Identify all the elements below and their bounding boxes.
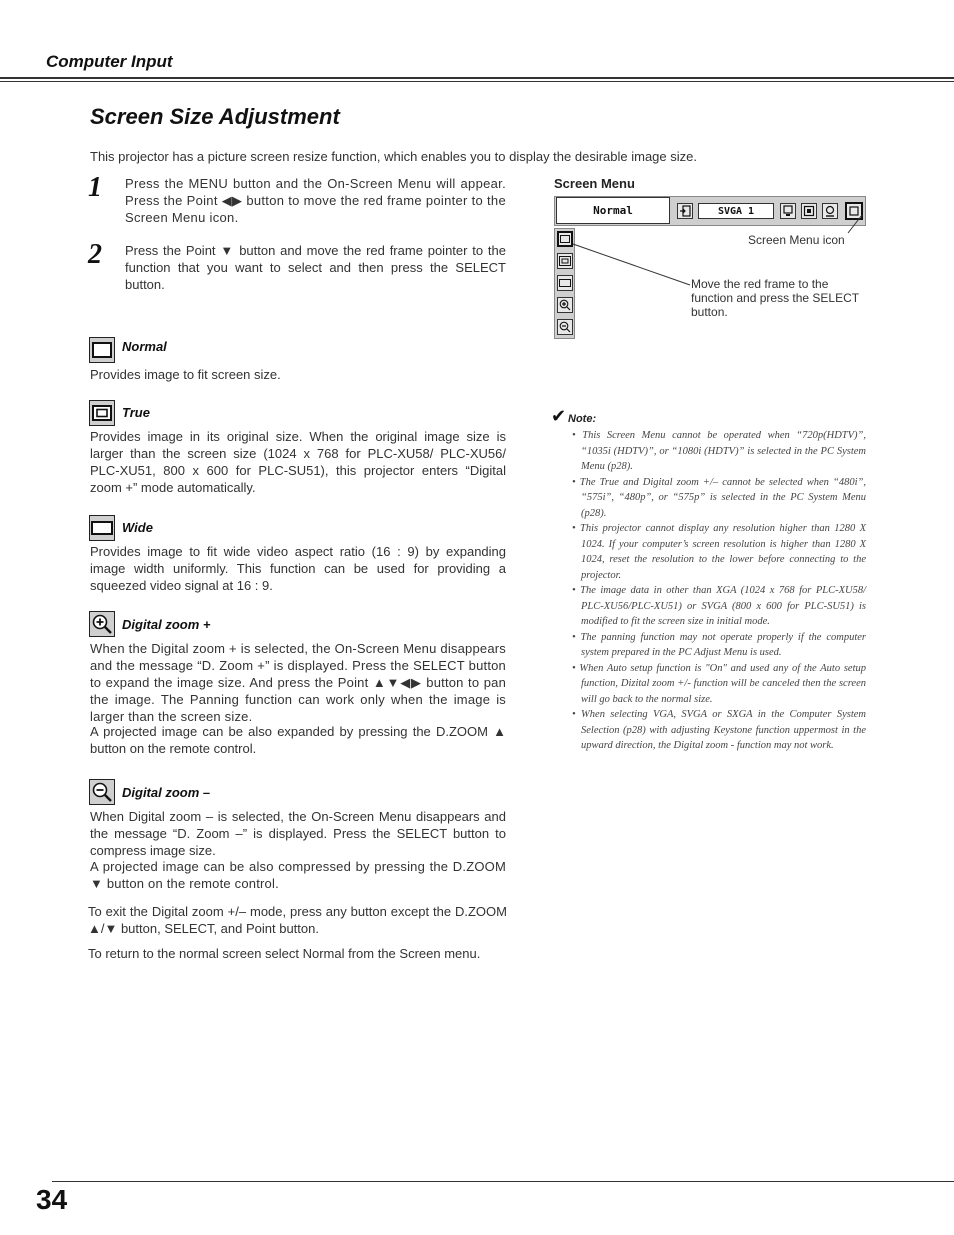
- zoom-in-text-2: A projected image can be also expanded by pressing the D.ZOOM ▲ button on the remote control.: [90, 724, 506, 756]
- page-title: Screen Size Adjustment: [90, 104, 340, 129]
- true-title: True: [122, 405, 150, 420]
- callout-red-frame: Move the red frame to the function and press the SELECT button.: [691, 277, 859, 319]
- zoom-in-text-1: When the Digital zoom + is selected, the On-Screen Menu disappears and the message “D. Zoom +” is displayed. Press the SELECT button to expand the image size. And press the Point ▲▼◀▶ button to pan the image. The Panning function can work only when the image is larger than the screen size.: [90, 641, 506, 724]
- zoom-out-text-2: A projected image can be also compressed by pressing the D.ZOOM ▼ button on the remote control.: [90, 859, 506, 891]
- menu-svga-field[interactable]: SVGA 1: [698, 203, 774, 219]
- step-number-2: 2: [88, 239, 102, 270]
- return-normal-text: To return to the normal screen select Normal from the Screen menu.: [88, 946, 481, 961]
- zoom-in-icon: [89, 611, 115, 637]
- true-text: Provides image in its original size. When the original image size is larger than the screen size (1024 x 768 for PLC-XU58/ PLC-XU56/ PLC-XU51, 800 x 600 for PLC-SU51), this projector enters “Digital zoom +” mode automatically.: [90, 429, 506, 495]
- normal-title: Normal: [122, 339, 167, 354]
- exit-zoom-text: To exit the Digital zoom +/– mode, press any button except the D.ZOOM ▲/▼ button, SELECT, and Point button.: [88, 904, 507, 936]
- note-item: • When Auto setup function is "On" and used any of the Auto setup function, Dizital zoom +/- function will be canceled then the screen will go back to the normal size.: [572, 662, 866, 705]
- wide-icon: [89, 515, 115, 541]
- normal-icon: [89, 337, 115, 363]
- note-title: Note:: [568, 413, 597, 425]
- note-item: • This Screen Menu cannot be operated when “720p(HDTV)”, “1035i (HDTV)”, or “1080i (HDTV)” is selected in the PC System Menu (p28).: [572, 430, 866, 472]
- step-text-2: Press the Point ▼ button and move the red frame pointer to the function that you want to select and then press the SELECT button.: [125, 243, 506, 292]
- check-icon: ✔: [551, 406, 567, 426]
- wide-text: Provides image to fit wide video aspect ratio (16 : 9) by expanding image width uniformly. This function can be used for providing a squeezed video signal at 16 : 9.: [90, 544, 506, 593]
- normal-text: Provides image to fit screen size.: [90, 367, 281, 382]
- screen-menu-label: Screen Menu: [554, 176, 635, 191]
- zoom-out-text-1: When Digital zoom – is selected, the On-Screen Menu disappears and the message “D. Zoom –” is displayed. Press the SELECT button to compress image size.: [90, 809, 506, 858]
- wide-title: Wide: [122, 520, 153, 535]
- menu-normal-field[interactable]: Normal: [556, 197, 670, 224]
- note-list: [568, 428, 866, 754]
- step-number-1: 1: [88, 172, 102, 203]
- note-item: • This projector cannot display any resolution higher than 1280 X 1024. If your computer’s screen resolution is higher than 1280 X 1024, reset the resolution to the lower before connecting to the projector.: [572, 523, 866, 581]
- callout-screen-menu-icon: Screen Menu icon: [748, 233, 845, 247]
- note-item: • When selecting VGA, SVGA or SXGA in the Computer System Selection (p28) with adjusting Keystone function uppermost in the upward direction, the Digital zoom - function may not work.: [572, 709, 866, 751]
- zoom-out-icon: [89, 779, 115, 805]
- footer-rule: [52, 1181, 954, 1182]
- zoom-in-title: Digital zoom +: [122, 617, 211, 632]
- zoom-out-title: Digital zoom –: [122, 785, 211, 800]
- true-icon: [89, 400, 115, 426]
- step-text-1: Press the MENU button and the On-Screen Menu will appear. Press the Point ◀▶ button to move the red frame pointer to the Screen Menu icon.: [125, 176, 506, 225]
- page-number: 34: [36, 1184, 68, 1215]
- intro-text: This projector has a picture screen resize function, which enables you to display the desirable image size.: [90, 149, 697, 164]
- note-item: • The True and Digital zoom +/– cannot be selected when “480i”, “575i”, “480p”, or “575p” is selected in the PC System Menu (p28).: [572, 476, 866, 519]
- section-header: Computer Input: [46, 52, 173, 71]
- note-item: • The image data in other than XGA (1024 x 768 for PLC-XU58/ PLC-XU56/PLC-XU51) or SVGA (800 x 600 for PLC-SU51) is modified to fit the screen size in initial mode.: [572, 585, 866, 627]
- note-item: • The panning function may not operate properly if the computer system prepared in the PC Adjust Menu is used.: [572, 631, 866, 658]
